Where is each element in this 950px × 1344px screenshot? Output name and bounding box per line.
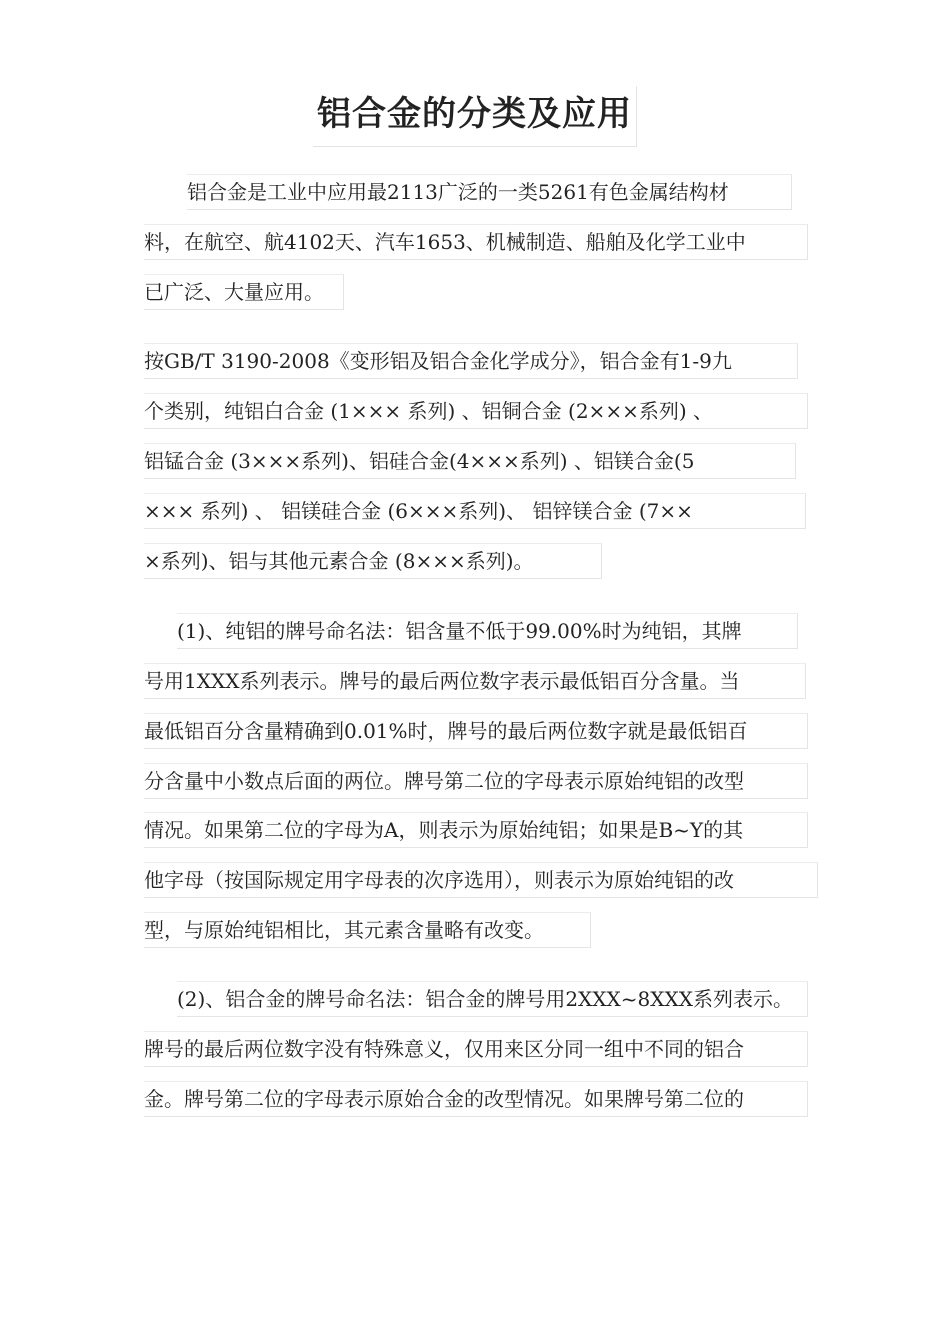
- text-line: (1)、纯铝的牌号命名法：铝含量不低于99.00%时为纯铝，其牌: [177, 613, 798, 649]
- text-line: 型，与原始纯铝相比，其元素含量略有改变。: [144, 912, 591, 948]
- text-line: 料，在航空、航4102天、汽车1653、机械制造、船舶及化学工业中: [144, 224, 808, 260]
- text-line: ×系列)、铝与其他元素合金 (8×××系列)。: [144, 543, 602, 579]
- document-title: [0, 86, 950, 147]
- text-line: 金。牌号第二位的字母表示原始合金的改型情况。如果牌号第二位的: [144, 1081, 808, 1117]
- text-line: 铝合金是工业中应用最2113广泛的一类5261有色金属结构材: [187, 174, 792, 210]
- title-text: 铝合金的分类及应用: [313, 86, 637, 147]
- text-line: 情况。如果第二位的字母为A，则表示为原始纯铝；如果是B~Y的其: [144, 812, 808, 848]
- text-line: 分含量中小数点后面的两位。牌号第二位的字母表示原始纯铝的改型: [144, 763, 808, 799]
- text-line: 最低铝百分含量精确到0.01%时，牌号的最后两位数字就是最低铝百: [144, 713, 808, 749]
- text-line: 按GB/T 3190-2008《变形铝及铝合金化学成分》，铝合金有1-9九: [144, 343, 798, 379]
- text-line: 牌号的最后两位数字没有特殊意义，仅用来区分同一组中不同的铝合: [144, 1031, 808, 1067]
- text-line: 号用1XXX系列表示。牌号的最后两位数字表示最低铝百分含量。当: [144, 663, 806, 699]
- text-line: 已广泛、大量应用。: [144, 274, 344, 310]
- text-line: 个类别，纯铝白合金 (1××× 系列) 、铝铜合金 (2×××系列) 、: [144, 393, 808, 429]
- text-line: 铝锰合金 (3×××系列)、铝硅合金(4×××系列) 、铝镁合金(5: [144, 443, 796, 479]
- text-line: ××× 系列) 、 铝镁硅合金 (6×××系列)、 铝锌镁合金 (7××: [144, 493, 806, 529]
- text-line: (2)、铝合金的牌号命名法：铝合金的牌号用2XXX~8XXX系列表示。: [177, 981, 808, 1017]
- text-line: 他字母（按国际规定用字母表的次序选用），则表示为原始纯铝的改: [144, 862, 818, 898]
